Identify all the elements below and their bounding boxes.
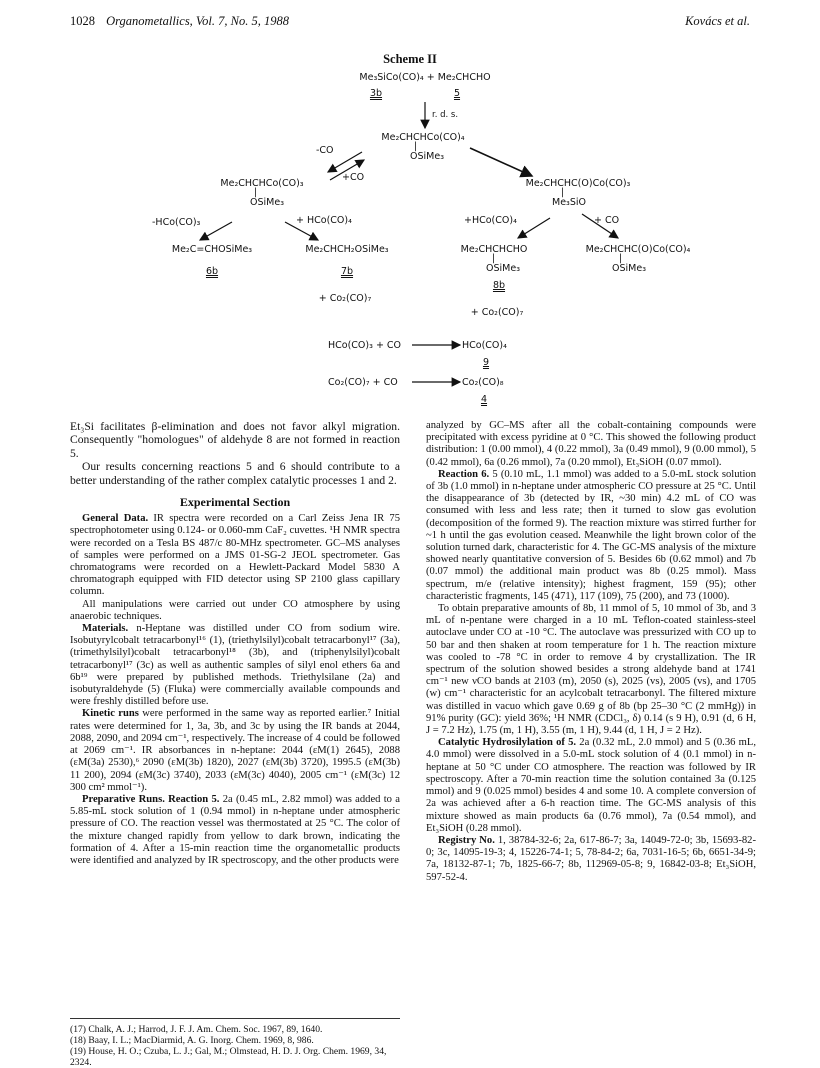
left-column [70,420,400,867]
label-8b: 8b [492,280,506,291]
label-6b: 6b [205,266,219,277]
preparative-text: 2a (0.45 mL, 2.82 mmol) was added to a 5.85-mL stock solution of 1 (0.94 mmol) in n-heptane under atmospheric pressure of CO. The reaction vessel was thermostated at 25 °C. The color of the mixture changed rapidly from yellow to dark brown, indicating the formation of 4. After a 15-min reaction time the organometallic products were identified and analyzed by IR spectroscopy, and the other products were [70,793,400,866]
registry-text: 1, 38784-32-6; 2a, 617-86-7; 3a, 14049-72-0; 3b, 15693-82-0; 3c, 14095-19-3; 4, 15226-74-1; 5, 78-84-2; 6a, 7031-16-5; 6b, 6651-34-9; 7a, 18132-87-1; 7b, 1825-66-7; 8b, 112969-05-8; 9, 16842-03-8; Et₃SiOH, 597-52-4. [426,834,756,883]
product-8b-bond: | [492,253,496,264]
preparative-heading: Preparative Runs. Reaction 5. [82,793,220,805]
label-9: 9 [482,357,490,368]
paragraph-manipulations: All manipulations were carried out under CO atmosphere by using anaerobic techniques. [70,598,400,622]
rds-label: r. d. s. [432,110,459,120]
arrow-8b [518,218,550,238]
arrow-6b [200,222,232,240]
label-7b: 7b [340,266,354,277]
section-heading-experimental: Experimental Section [179,495,291,510]
paragraph-general-data [70,513,400,598]
journal-citation: Organometallics, Vol. 7, No. 5, 1988 [106,14,289,28]
plus-hco4-right: +HCo(CO)₄ [464,215,517,226]
header-authors: Kovács et al. [685,14,750,28]
paragraph-preparative-runs [70,794,400,867]
left-intermediate: Me₂CHCHCo(CO)₃ [220,178,304,189]
product-acyl-bond: | [619,253,623,264]
paragraph-beta-elimination: Et₃Si facilitates β-elimination and does not favor alkyl migration. Consequently "homologues" of aldehyde 8 are not formed in reaction 5. [70,420,400,460]
reaction6-heading: Reaction 6. [438,468,490,480]
plus-hco4-left: + HCo(CO)₄ [296,215,352,226]
kinetic-heading: Kinetic runs [82,708,139,720]
plus-co: +CO [342,172,365,183]
scheme-reactants: Me₃SiCo(CO)₄ + Me₂CHCHO [359,72,491,83]
paragraph-reaction-6 [426,469,756,603]
catalytic-heading: Catalytic Hydrosilylation of 5. [438,737,577,749]
paragraph-preparative-8b: To obtain preparative amounts of 8b, 11 mmol of 5, 10 mmol of 3b, and 3 mL of n-pentane were charged in a 10 mL Teflon-coated stainless-steel autoclave under CO at -10 °C. The autoclave was pressurized with CO up to 50 bar and then shaken at room temperature for 1 h. The reaction mixture was cooled to -78 °C in order to remove 4 by crystallization. The IR spectrum of the solution showed besides a strong aldehyde band at 1741 cm⁻¹ new νCO bands at 2103 (m), 2050 (s), 2025 (vs), 2005 (vs), and 1705 (w) cm⁻¹ characteristic for an acylcobalt tetracarbonyl. The filtered mixture was distilled in vacuo which gave 0.69 g of 8b (bp 25–30 °C (2 mmHg)) in 91% purity (GC): yield 36%; ¹H NMR (CDCl₃, δ) 0.14 (s 9 H), 0.91 (d, 6 H, J = 7.2 Hz), 1.75 (m, 1 H), 3.55 (m, 1 H), 9.44 (d, 1 H, J = 2 Hz). [426,603,756,737]
paragraph-gcms-analysis: analyzed by GC–MS after all the cobalt-containing compounds were precipitated with excess pyridine at 0 °C. This showed the following product distribution: 1 (0.00 mmol), 4 (0.22 mmol), 3a (0.49 mmol), 9 (0.00 mmol), 5 (0.42 mmol), 6a (0.26 mmol), 7a (0.20 mmol), Et₃SiOH (0.07 mmol). [426,420,756,468]
materials-text: n-Heptane was distilled under CO from sodium wire. Isobutyrylcobalt tetracarbonyl¹⁶ (1), (triethylsilyl)cobalt tetracarbonyl¹⁷ (3a), (trimethylsilyl)cobalt tetracarbonyl¹⁸ (3b), and (triphenylsilyl)cobalt tetracarbonyl¹⁷ (3c) as well as authentic samples of silyl enol ethers 6a and 6b¹⁹ were prepared by published methods. Triethylsilane (2a) and isobutyraldehyde (5) (Fluka) were commercially available compounds and were freshly distilled before use. [70,623,400,708]
arrow-to-right [470,148,532,176]
right-intermediate-bond: | [561,187,565,198]
reaction6-text: 5 (0.10 mL, 1.1 mmol) was added to a 5.0-mL stock solution of 3b (1.0 mmol) in n-heptane under atmospheric CO pressure at 25 °C. Until the disappearance of 3b (detected by IR, ~30 min) 4.2 mL of CO was consumed with less and less rate; then it turned to slow gas evolution (decomposition of the formed 9). The reaction mixture was stirred further for ~1 h until the gas evolution ceased. Meanwhile the light brown color of the solution turned dark, characteristic for 4. The GC-MS analysis of the mixture showed nearly quantitative conversion of 5. Besides 6b (0.62 mmol) and 7b (0.07 mmol) the additional main product was 8b (0.25 mmol). Mass spectrum, m/e (relative intensity); highest fragment, 159 (95); other characteristic fragments, 145 (471), 117 (109), 75 (200), and 73 (1000). [426,468,756,602]
footnote-17: (17) Chalk, A. J.; Harrod, J. F. J. Am. Chem. Soc. 1967, 89, 1640. [70,1024,323,1035]
footnote-18: (18) Baay, I. L.; MacDiarmid, A. G. Inorg. Chem. 1969, 8, 986. [70,1035,314,1046]
label-4: 4 [480,394,488,405]
intermediate: Me₂CHCHCo(CO)₄ [381,132,465,143]
materials-heading: Materials. [82,623,129,635]
paragraph-our-results: Our results concerning reactions 5 and 6 should contribute to a better understanding of the rather complex catalytic processes 1 and 2. [70,460,400,487]
right-intermediate: Me₂CHCHC(O)Co(CO)₃ [525,178,631,189]
product-acyl-sub: OSiMe₃ [612,263,646,274]
minus-hco3: -HCo(CO)₃ [152,217,201,228]
product-8b-sub: OSiMe₃ [486,263,520,274]
intermediate-sub: OSiMe₃ [410,151,444,162]
general-data-heading: General Data. [82,513,149,525]
label-5-top: 5 [453,88,461,99]
product-7b: Me₂CHCH₂OSiMe₃ [305,244,389,255]
right-intermediate-sub: Me₃SiO [552,197,586,208]
footnotes [70,1018,400,1068]
left-intermediate-bond: | [254,187,258,198]
eq1-right: HCo(CO)₄ [462,340,507,351]
footnote-19: (19) House, H. O.; Czuba, L. J.; Gal, M.; Olmstead, H. D. J. Org. Chem. 1969, 34, 2324. [70,1046,387,1068]
catalytic-text: 2a (0.32 mL, 2.0 mmol) and 5 (0.36 mL, 4.0 mmol) were dissolved in a 5.0-mL stock solution of 4 (0.1 mmol) in n-heptane at 50 °C under CO atmosphere. The reaction was followed by IR spectroscopy. After a 70-min reaction time the solution contained 3a (0.125 mmol) and 9 (0.025 mmol) besides 4 and some 10. A complete conversion of 2a was achieved after a 6-h reaction time. The GC-MS analysis of this mixture showed as main products 6a (0.76 mmol), 7a (0.54 mmol), and Et₃SiOH (0.28 mmol). [426,737,757,834]
page-number: 1028 [70,14,95,28]
product-8b: Me₂CHCHCHO [460,244,528,255]
plus-co2-left: + Co₂(CO)₇ [318,293,372,304]
plus-co-right: + CO [594,215,620,226]
product-6b: Me₂C=CHOSiMe₃ [171,244,253,255]
kinetic-text: were performed in the same way as reported earlier.⁷ Initial rates were determined for 1, 3a, 3b, and 3c by using the IR bands at 2044, 2088, 2090, and 2094 cm⁻¹, respectively. The increase of 4 could be followed at 2069 cm⁻¹. IR absorbances in n-heptane: 2044 (εM(1) 2645), 2088 (εM(3a) 2530),⁶ 2090 (εM(3b) 1820), 2027 (εM(3b) 3720), 1995.5 (εM(3b) 11 200), 2094 (εM(3c) 3740), 2033 (εM(3c) 4040), 2005 cm⁻¹ (εM(3c) 12 300 cm² mmol⁻¹). [70,708,400,793]
paragraph-catalytic-hydrosilylation [426,737,756,835]
eq2-right: Co₂(CO)₈ [462,377,504,388]
label-3b-top: 3b [369,88,383,99]
general-data-text: IR spectra were recorded on a Carl Zeiss Jena IR 75 spectrophotometer using 0.124- or 0.060-mm CaF₂ cuvettes. ¹H NMR spectra were recorded on a Tesla BS 487/c 80-MHz spectrometer. GC–MS analyses of samples were performed on a JMS 01-SG-2 JEOL spectrometer. Gas chromatograms were recorded on a Hewlett-Packard Model 5830 A chromatograph equipped with FID detector using SP 2100 glass capillary column. [70,513,400,598]
minus-co: -CO [316,145,334,156]
registry-heading: Registry No. [438,834,495,846]
scheme-title: Scheme II [383,52,437,66]
paragraph-kinetic-runs [70,708,400,793]
paragraph-registry [426,835,756,884]
product-acyl: Me₂CHCHC(O)Co(CO)₄ [585,244,691,255]
right-column [426,420,756,884]
intermediate-bond: | [414,141,418,152]
left-intermediate-sub: OSiMe₃ [250,197,284,208]
paragraph-materials [70,623,400,708]
plus-co2-right: + Co₂(CO)₇ [470,307,524,318]
eq1-left: HCo(CO)₃ + CO [328,340,402,351]
scheme-arrows [0,0,820,410]
eq2-left: Co₂(CO)₇ + CO [328,377,398,388]
